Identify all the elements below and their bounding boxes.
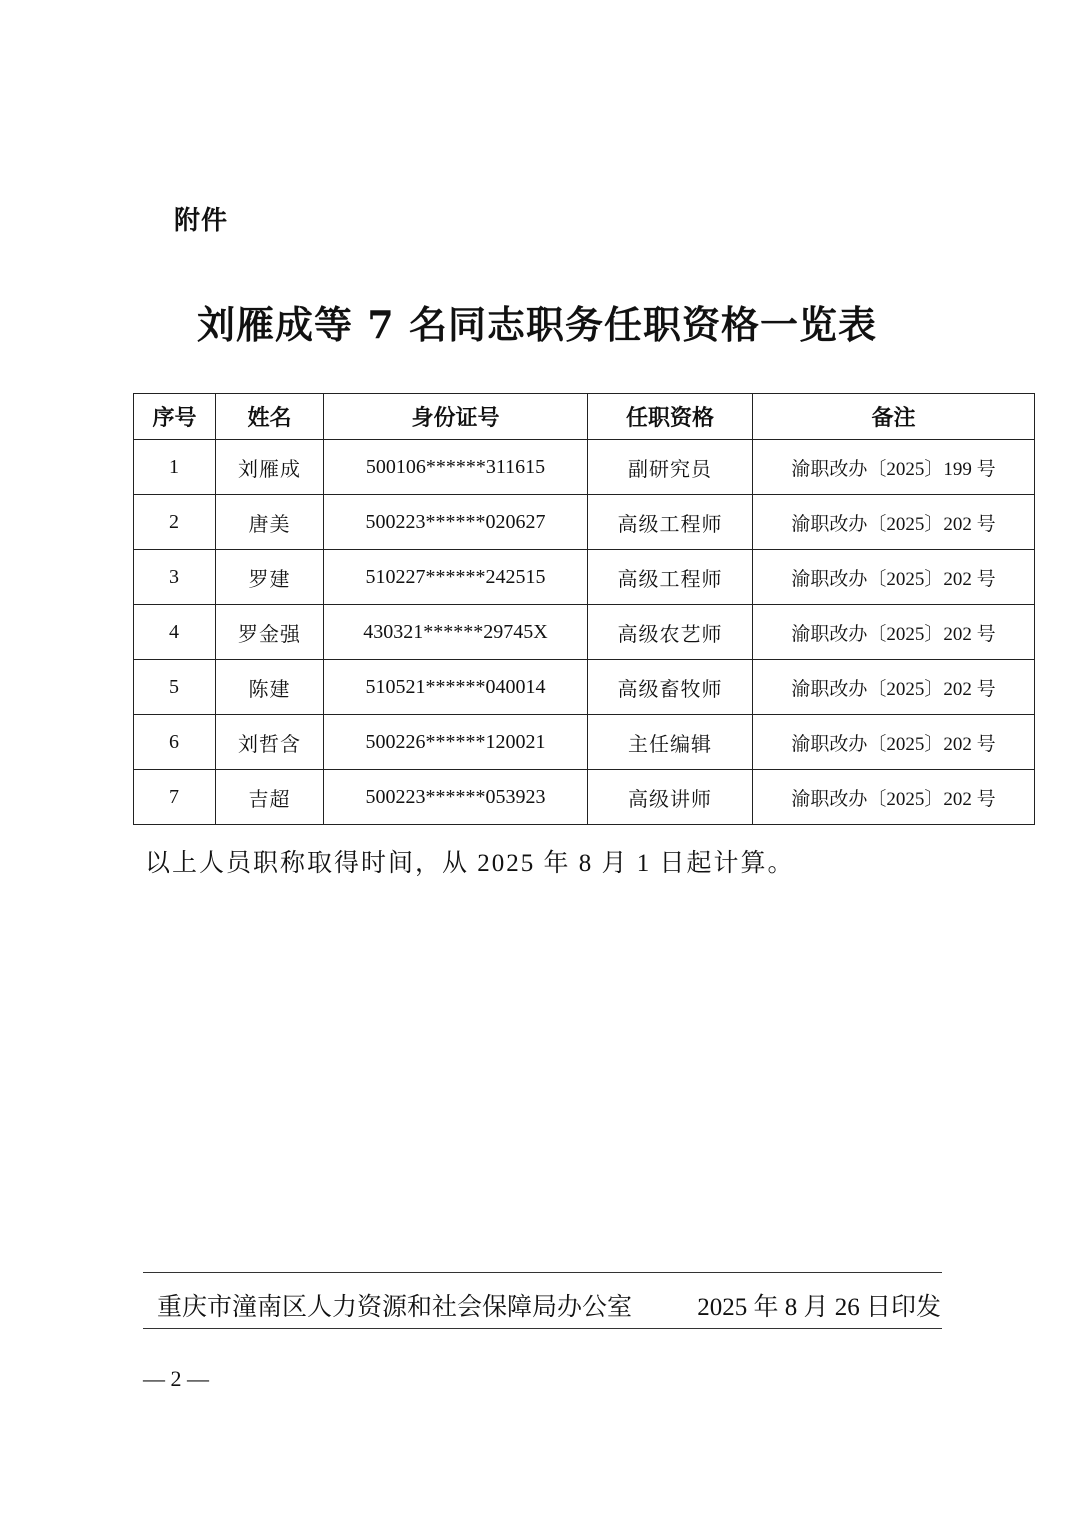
cell-serial-number: 5 (134, 660, 216, 715)
header-name: 姓名 (216, 394, 324, 440)
qualification-table (133, 393, 1035, 825)
cell-id-number: 500223******053923 (324, 770, 588, 825)
attachment-label: 附件 (174, 206, 229, 236)
cell-remark: 渝职改办〔2025〕202 号 (753, 605, 1035, 660)
cell-remark: 渝职改办〔2025〕202 号 (753, 660, 1035, 715)
cell-id-number: 430321******29745X (324, 605, 588, 660)
cell-remark: 渝职改办〔2025〕202 号 (753, 550, 1035, 605)
cell-id-number: 510227******242515 (324, 550, 588, 605)
issuing-office: 重庆市潼南区人力资源和社会保障局办公室 (157, 1294, 633, 1321)
cell-serial-number: 4 (134, 605, 216, 660)
cell-id-number: 500226******120021 (324, 715, 588, 770)
cell-remark: 渝职改办〔2025〕202 号 (753, 495, 1035, 550)
cell-name: 刘雁成 (216, 440, 324, 495)
cell-remark: 渝职改办〔2025〕199 号 (753, 440, 1035, 495)
issue-date: 2025 年 8 月 26 日印发 (697, 1294, 941, 1321)
cell-name: 吉超 (216, 770, 324, 825)
cell-qualification: 主任编辑 (588, 715, 753, 770)
cell-serial-number: 7 (134, 770, 216, 825)
cell-id-number: 500106******311615 (324, 440, 588, 495)
document-title: 刘雁成等 7 名同志职务任职资格一览表 (197, 302, 877, 347)
table-row (134, 550, 1035, 605)
cell-id-number: 510521******040014 (324, 660, 588, 715)
cell-qualification: 副研究员 (588, 440, 753, 495)
header-serial-number: 序号 (134, 394, 216, 440)
cell-qualification: 高级讲师 (588, 770, 753, 825)
table-row (134, 440, 1035, 495)
table-row (134, 770, 1035, 825)
cell-serial-number: 3 (134, 550, 216, 605)
cell-name: 唐美 (216, 495, 324, 550)
page-number: — 2 — (143, 1366, 209, 1391)
cell-name: 刘哲含 (216, 715, 324, 770)
cell-remark: 渝职改办〔2025〕202 号 (753, 715, 1035, 770)
cell-qualification: 高级工程师 (588, 550, 753, 605)
footer-bottom-divider (143, 1328, 942, 1329)
cell-qualification: 高级畜牧师 (588, 660, 753, 715)
cell-serial-number: 2 (134, 495, 216, 550)
header-id-number: 身份证号 (324, 394, 588, 440)
table-row (134, 495, 1035, 550)
cell-name: 陈建 (216, 660, 324, 715)
table-row (134, 715, 1035, 770)
cell-serial-number: 6 (134, 715, 216, 770)
cell-name: 罗金强 (216, 605, 324, 660)
cell-name: 罗建 (216, 550, 324, 605)
table-footnote: 以上人员职称取得时间，从 2025 年 8 月 1 日起计算。 (145, 850, 795, 877)
cell-qualification: 高级工程师 (588, 495, 753, 550)
table-row (134, 660, 1035, 715)
header-qualification: 任职资格 (588, 394, 753, 440)
cell-serial-number: 1 (134, 440, 216, 495)
header-remark: 备注 (753, 394, 1035, 440)
cell-remark: 渝职改办〔2025〕202 号 (753, 770, 1035, 825)
table-header-row (134, 394, 1035, 440)
table-row (134, 605, 1035, 660)
cell-id-number: 500223******020627 (324, 495, 588, 550)
footer-top-divider (143, 1272, 942, 1273)
cell-qualification: 高级农艺师 (588, 605, 753, 660)
